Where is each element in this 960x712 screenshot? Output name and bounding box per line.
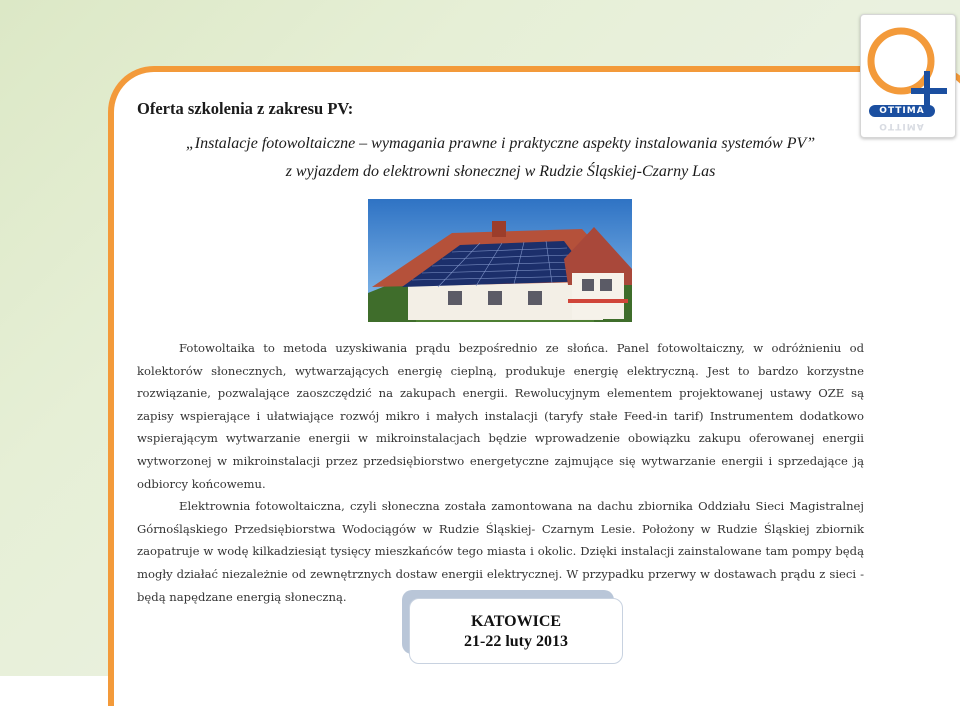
ottima-logo bbox=[860, 14, 956, 138]
logo-wordmark-reflection: OTTIMA bbox=[879, 121, 925, 131]
subtitle-line-1: „Instalacje fotowoltaiczne – wymagania prawne i praktyczne aspekty instalowania systemów PV” bbox=[185, 135, 816, 152]
house-solar-panels-photo bbox=[368, 199, 632, 322]
event-date: 21-22 luty 2013 bbox=[464, 633, 568, 650]
subtitle-line-2: z wyjazdem do elektrowni słonecznej w Rudzie Śląskiej-Czarny Las bbox=[285, 163, 716, 180]
logo-wordmark: OTTIMA bbox=[869, 105, 935, 117]
paragraph-photovoltaics: Fotowoltaika to metoda uzyskiwania prądu bezpośrednio ze słońca. Panel fotowoltaiczny, w odróżnieniu od kolektorów słonecznych, wytwarzających energię cieplną, produkuje energię elektryczną. Jest to bardzo korzystne rozwiązanie, pozwalające zaoszczędzić na zakupach energii. Rewolucyjnym elementem projektowanej ustawy OZE są zapisy wspierające i ułatwiające rozwój mikro i małych instalacji (taryfy stałe Feed-in tarif) Instrumentem dodatkowo wspierającym wytwarzanie energii w mikroinstalacjach będzie wprowadzenie obowiązku zakupu oferowanej energii wytworzonej w mikroinstalacji przez przedsiębiorstwo energetyczne zajmujące się wytwarzanie energii i sprzedające ją odbiorcy końcowemu. bbox=[137, 341, 864, 491]
paragraph-power-plant: Elektrownia fotowoltaiczna, czyli słoneczna została zamontowana na dachu zbiornika Oddziału Sieci Magistralnej Górnośląskiego Przedsiębiorstwa Wodociągów w Rudzie Śląskiej- Czarnym Lesie. Położony w Rudzie Śląskiej zbiornik zaopatruje w wodę kilkadziesiąt tysięcy mieszkańców tego miasta i okolic. Dzięki instalacji zainstalowane tam pompy będą mogły działać niezależnie od zewnętrznych dostaw energii elektrycznej. W przypadku przerwy w dostawach prądu z sieci - będą napędzane energią słoneczną. bbox=[137, 499, 864, 604]
ottima-logo-icon bbox=[861, 15, 955, 107]
offer-title: Oferta szkolenia z zakresu PV: bbox=[137, 99, 354, 118]
event-date-box bbox=[409, 598, 623, 664]
body-text bbox=[137, 337, 864, 608]
event-city: KATOWICE bbox=[470, 613, 562, 630]
